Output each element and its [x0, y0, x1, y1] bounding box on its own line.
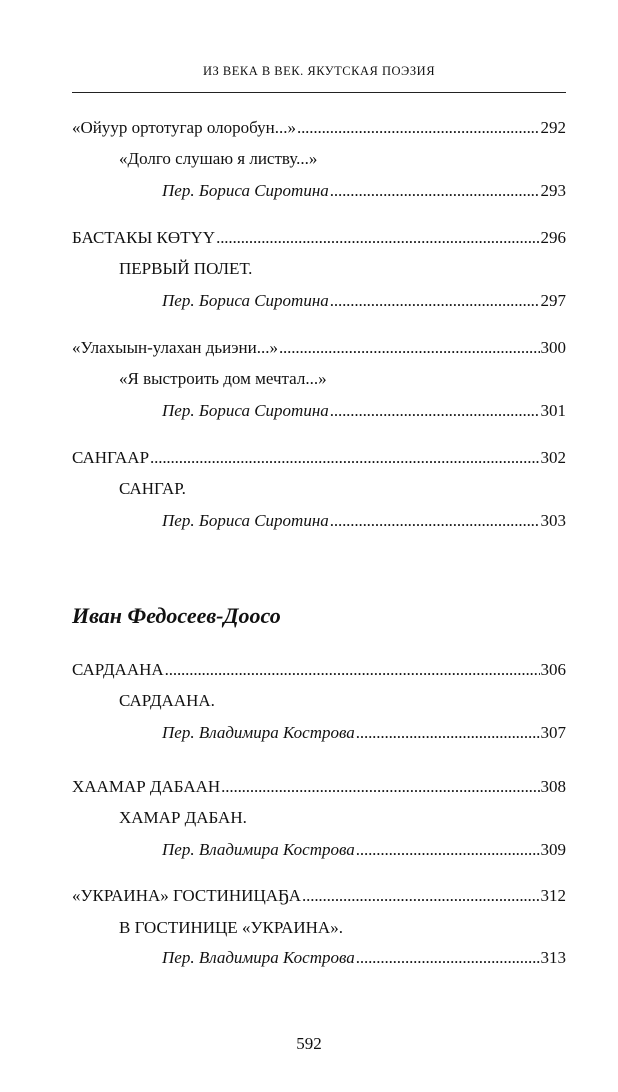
leader-dots: [297, 118, 540, 138]
header-rule: [72, 92, 566, 93]
toc-entry[interactable]: [72, 448, 566, 468]
entry-page: 300: [540, 338, 566, 357]
author-heading: Иван Федосеев-Доосо: [72, 603, 281, 628]
entry-page: 301: [540, 401, 566, 420]
entry-translator: Пер. Бориса Сиротина: [162, 401, 329, 420]
entry-translator: Пер. Бориса Сиротина: [162, 511, 329, 530]
entry-title: «Улахыын-улахан дьиэни...»: [72, 338, 278, 357]
toc-entry[interactable]: [162, 511, 566, 531]
entry-page: 303: [540, 511, 566, 530]
toc-entry[interactable]: [72, 886, 566, 906]
leader-dots: [356, 948, 540, 968]
leader-dots: [150, 448, 539, 468]
entry-translator: Пер. Бориса Сиротина: [162, 181, 329, 200]
toc-entry[interactable]: [162, 723, 566, 743]
entry-page: 292: [540, 118, 566, 137]
entry-translator: Пер. Владимира Кострова: [162, 723, 355, 742]
entry-page: 313: [540, 948, 566, 967]
entry-translator: Пер. Владимира Кострова: [162, 840, 355, 859]
entry-subtitle: ХАМАР ДАБАН.: [119, 808, 247, 827]
leader-dots: [356, 723, 540, 743]
entry-page: 309: [540, 840, 566, 859]
toc-entry[interactable]: [72, 118, 566, 138]
leader-dots: [279, 338, 540, 358]
entry-title: САРДААНА: [72, 660, 164, 679]
entry-title: «Ойуур ортотугар олоробун...»: [72, 118, 296, 137]
leader-dots: [330, 511, 540, 531]
entry-subtitle: САНГАР.: [119, 479, 186, 498]
leader-dots: [330, 401, 540, 421]
leader-dots: [356, 840, 540, 860]
page-number: 592: [296, 1034, 322, 1053]
entry-page: 308: [540, 777, 566, 796]
entry-subtitle: В ГОСТИНИЦЕ «УКРАИНА».: [119, 918, 343, 937]
toc-entry[interactable]: [72, 660, 566, 680]
entry-title: «УКРАИНА» ГОСТИНИЦАҔА: [72, 886, 302, 905]
toc-entry[interactable]: [162, 948, 566, 968]
entry-translator: Пер. Бориса Сиротина: [162, 291, 329, 310]
toc-entry[interactable]: [72, 777, 566, 797]
entry-page: 297: [540, 291, 566, 310]
entry-translator: Пер. Владимира Кострова: [162, 948, 355, 967]
toc-entry[interactable]: [162, 291, 566, 311]
leader-dots: [330, 181, 540, 201]
toc-entry[interactable]: [72, 228, 566, 248]
toc-entry[interactable]: [72, 338, 566, 358]
leader-dots: [221, 777, 539, 797]
toc-entry[interactable]: [162, 840, 566, 860]
entry-subtitle: САРДААНА.: [119, 691, 215, 710]
entry-page: 293: [540, 181, 566, 200]
entry-page: 312: [540, 886, 566, 905]
leader-dots: [165, 660, 540, 680]
entry-page: 307: [540, 723, 566, 742]
entry-page: 306: [540, 660, 566, 679]
entry-subtitle: ПЕРВЫЙ ПОЛЕТ.: [119, 259, 253, 278]
leader-dots: [302, 886, 539, 906]
leader-dots: [216, 228, 539, 248]
entry-page: 302: [540, 448, 566, 467]
toc-entry[interactable]: [162, 401, 566, 421]
entry-title: САНГААР: [72, 448, 150, 467]
toc-entry[interactable]: [162, 181, 566, 201]
entry-page: 296: [540, 228, 566, 247]
entry-subtitle: «Долго слушаю я листву...»: [119, 149, 318, 168]
leader-dots: [330, 291, 540, 311]
running-header: ИЗ ВЕКА В ВЕК. ЯКУТСКАЯ ПОЭЗИЯ: [202, 64, 436, 78]
entry-title: БАСТАКЫ КӨТҮҮ: [72, 228, 216, 247]
entry-title: ХААМАР ДАБААН: [72, 777, 221, 796]
entry-subtitle: «Я выстроить дом мечтал...»: [119, 369, 327, 388]
